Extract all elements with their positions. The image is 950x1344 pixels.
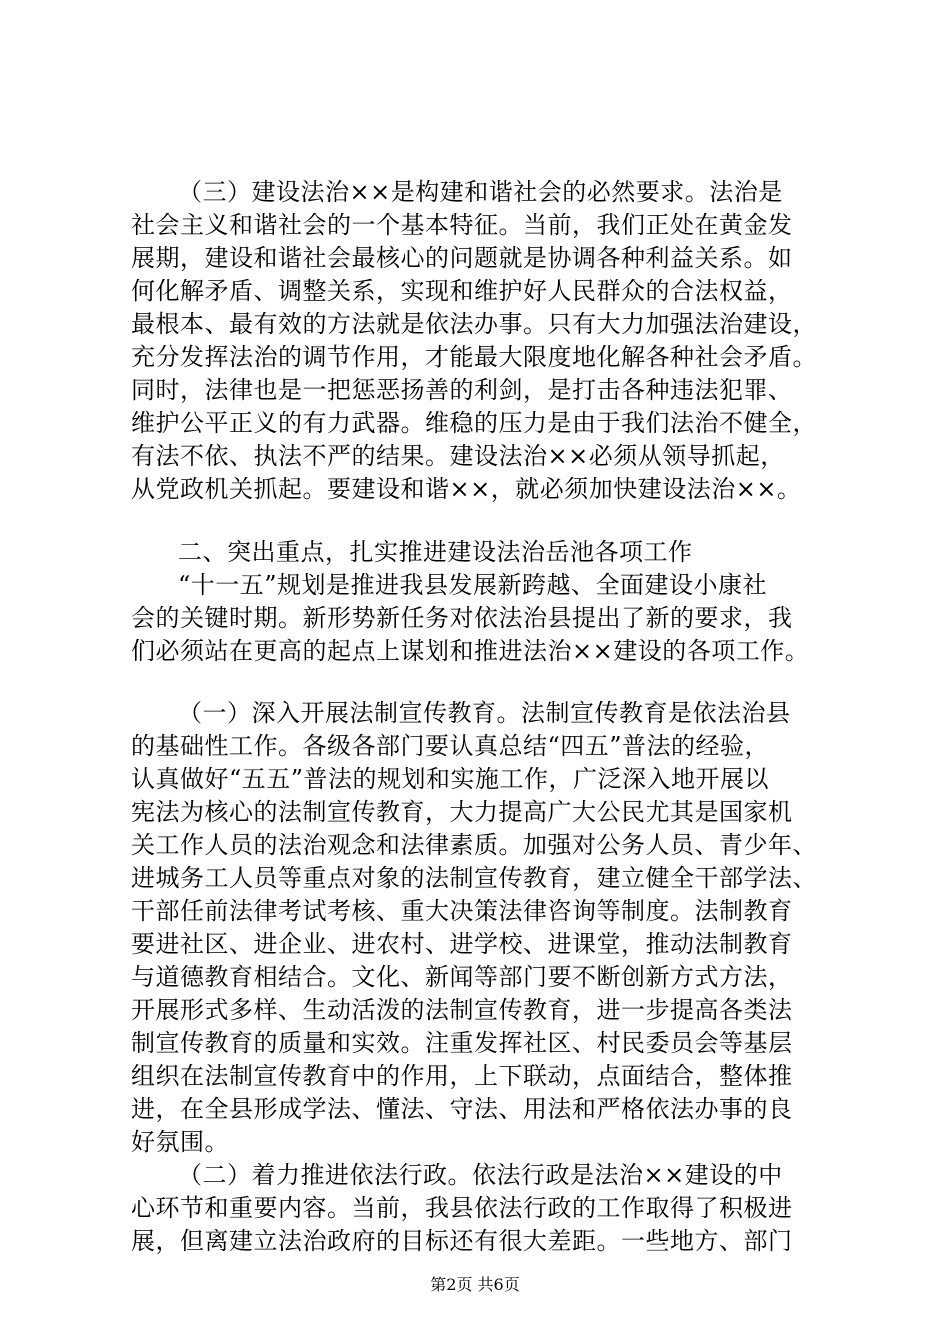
paragraph-line: 组织在法制宣传教育中的作用，上下联动，点面结合，整体推	[131, 1062, 793, 1090]
paragraph-line: 的基础性工作。各级各部门要认真总结“四五”普法的经验，	[131, 732, 770, 760]
paragraph-line: 会的关键时期。新形势新任务对依法治县提出了新的要求，我	[131, 604, 793, 632]
paragraph-line: 们必须站在更高的起点上谋划和推进法治××建设的各项工作。	[131, 637, 810, 665]
paragraph-line: 关工作人员的法治观念和法律素质。加强对公务人员、青少年、	[131, 831, 817, 859]
paragraph-line: 宪法为核心的法制宣传教育，大力提高广大公民尤其是国家机	[131, 798, 793, 826]
paragraph-line: 充分发挥法治的调节作用，才能最大限度地化解各种社会矛盾。	[131, 343, 817, 371]
paragraph-line: 制宣传教育的质量和实效。注重发挥社区、村民委员会等基层	[131, 1029, 793, 1057]
paragraph-line: 社会主义和谐社会的一个基本特征。当前，我们正处在黄金发	[131, 211, 793, 239]
paragraph-line: （二）着力推进依法行政。依法行政是法治××建设的中	[178, 1161, 783, 1189]
paragraph-line: （一）深入开展法制宣传教育。法制宣传教育是依法治县	[178, 699, 791, 727]
paragraph-line: 有法不依、执法不严的结果。建设法治××必须从领导抓起，	[131, 442, 785, 470]
paragraph-line: “十一五”规划是推进我县发展新跨越、全面建设小康社	[178, 571, 768, 599]
paragraph-line: 开展形式多样、生动活泼的法制宣传教育，进一步提高各类法	[131, 996, 793, 1024]
paragraph-line: （三）建设法治××是构建和谐社会的必然要求。法治是	[178, 178, 783, 206]
paragraph-line: 最根本、最有效的方法就是依法办事。只有大力加强法治建设，	[131, 310, 817, 338]
paragraph-line: 干部任前法律考试考核、重大决策法律咨询等制度。法制教育	[131, 897, 793, 925]
paragraph-line: 同时，法律也是一把惩恶扬善的利剑，是打击各种违法犯罪、	[131, 376, 793, 404]
paragraph-line: 好氛围。	[131, 1128, 229, 1156]
paragraph-line: 认真做好“五五”普法的规划和实施工作，广泛深入地开展以	[131, 765, 770, 793]
paragraph-line: 从党政机关抓起。要建设和谐××，就必须加快建设法治××。	[131, 475, 802, 503]
paragraph-line: 何化解矛盾、调整关系，实现和维护好人民群众的合法权益，	[131, 277, 793, 305]
paragraph-line: 进，在全县形成学法、懂法、守法、用法和严格依法办事的良	[131, 1095, 793, 1123]
section-heading: 二、突出重点，扎实推进建设法治岳池各项工作	[178, 538, 693, 566]
paragraph-line: 维护公平正义的有力武器。维稳的压力是由于我们法治不健全，	[131, 409, 817, 437]
paragraph-line: 展，但离建立法治政府的目标还有很大差距。一些地方、部门	[131, 1227, 793, 1255]
page-number-footer: 第2页 共6页	[430, 1275, 520, 1294]
paragraph-line: 与道德教育相结合。文化、新闻等部门要不断创新方式方法，	[131, 963, 793, 991]
paragraph-line: 进城务工人员等重点对象的法制宣传教育，建立健全干部学法、	[131, 864, 817, 892]
paragraph-line: 要进社区、进企业、进农村、进学校、进课堂，推动法制教育	[131, 930, 793, 958]
paragraph-line: 心环节和重要内容。当前，我县依法行政的工作取得了积极进	[131, 1194, 793, 1222]
paragraph-line: 展期，建设和谐社会最核心的问题就是协调各种利益关系。如	[131, 244, 793, 272]
